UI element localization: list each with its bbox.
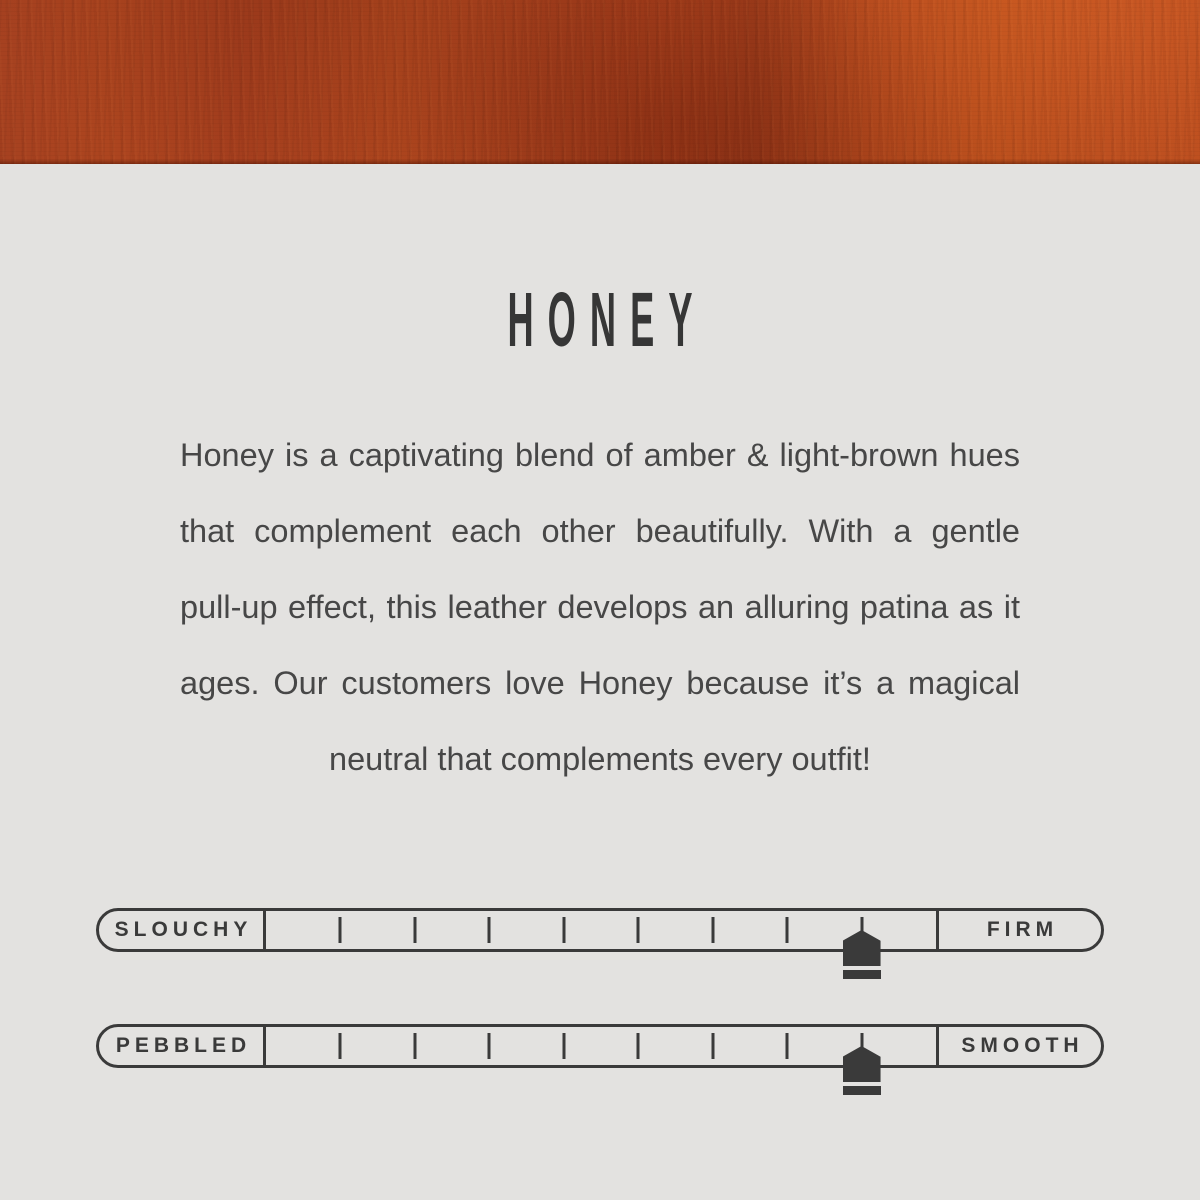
leather-texture-grain [0,0,1200,164]
scale-tick [637,1033,640,1059]
scale-tick [339,917,342,943]
marker-pin-icon [843,1046,881,1082]
scale-marker [843,1046,881,1095]
slouchy-firm-scale [96,908,1104,952]
scale-tick [339,1033,342,1059]
scale-tick [786,917,789,943]
scale-left-label: PEBBLED [115,1034,252,1057]
scale-tick [413,1033,416,1059]
scale-tick [562,917,565,943]
scale-tick [711,917,714,943]
scale-tick [488,917,491,943]
scale-marker [843,930,881,979]
scale-tick [488,1033,491,1059]
description-line: Honey is a captivating blend of amber & light-brown hues [180,437,1020,473]
scale-tick [413,917,416,943]
scale-tick [711,1033,714,1059]
description-line: neutral that complements every outfit! [329,741,871,777]
scale-track [266,1027,936,1065]
marker-base [843,1086,881,1095]
banner-bottom-edge [0,159,1200,164]
scale-right-section [936,911,1101,949]
scale-tick [562,1033,565,1059]
scale-tick [637,917,640,943]
scale-left-section [99,1027,266,1065]
scale-left-section [99,911,266,949]
description-line: that complement each other beautifully. With a gentle [180,513,1020,549]
scale-track [266,911,936,949]
description-line: pull-up effect, this leather develops an alluring patina as it [180,589,1020,625]
scale-right-label: FIRM [986,918,1059,941]
description-line: ages. Our customers love Honey because it’s a magical [180,665,1020,701]
marker-pin-icon [843,930,881,966]
marker-base [843,970,881,979]
scale-left-label: SLOUCHY [114,918,253,941]
leather-swatch-banner [0,0,1200,164]
scale-right-label: SMOOTH [961,1034,1084,1057]
color-name-title: HONEY [507,277,707,363]
scale-tick [786,1033,789,1059]
color-description [180,417,1020,797]
pebbled-smooth-scale [96,1024,1104,1068]
scale-right-section [936,1027,1101,1065]
